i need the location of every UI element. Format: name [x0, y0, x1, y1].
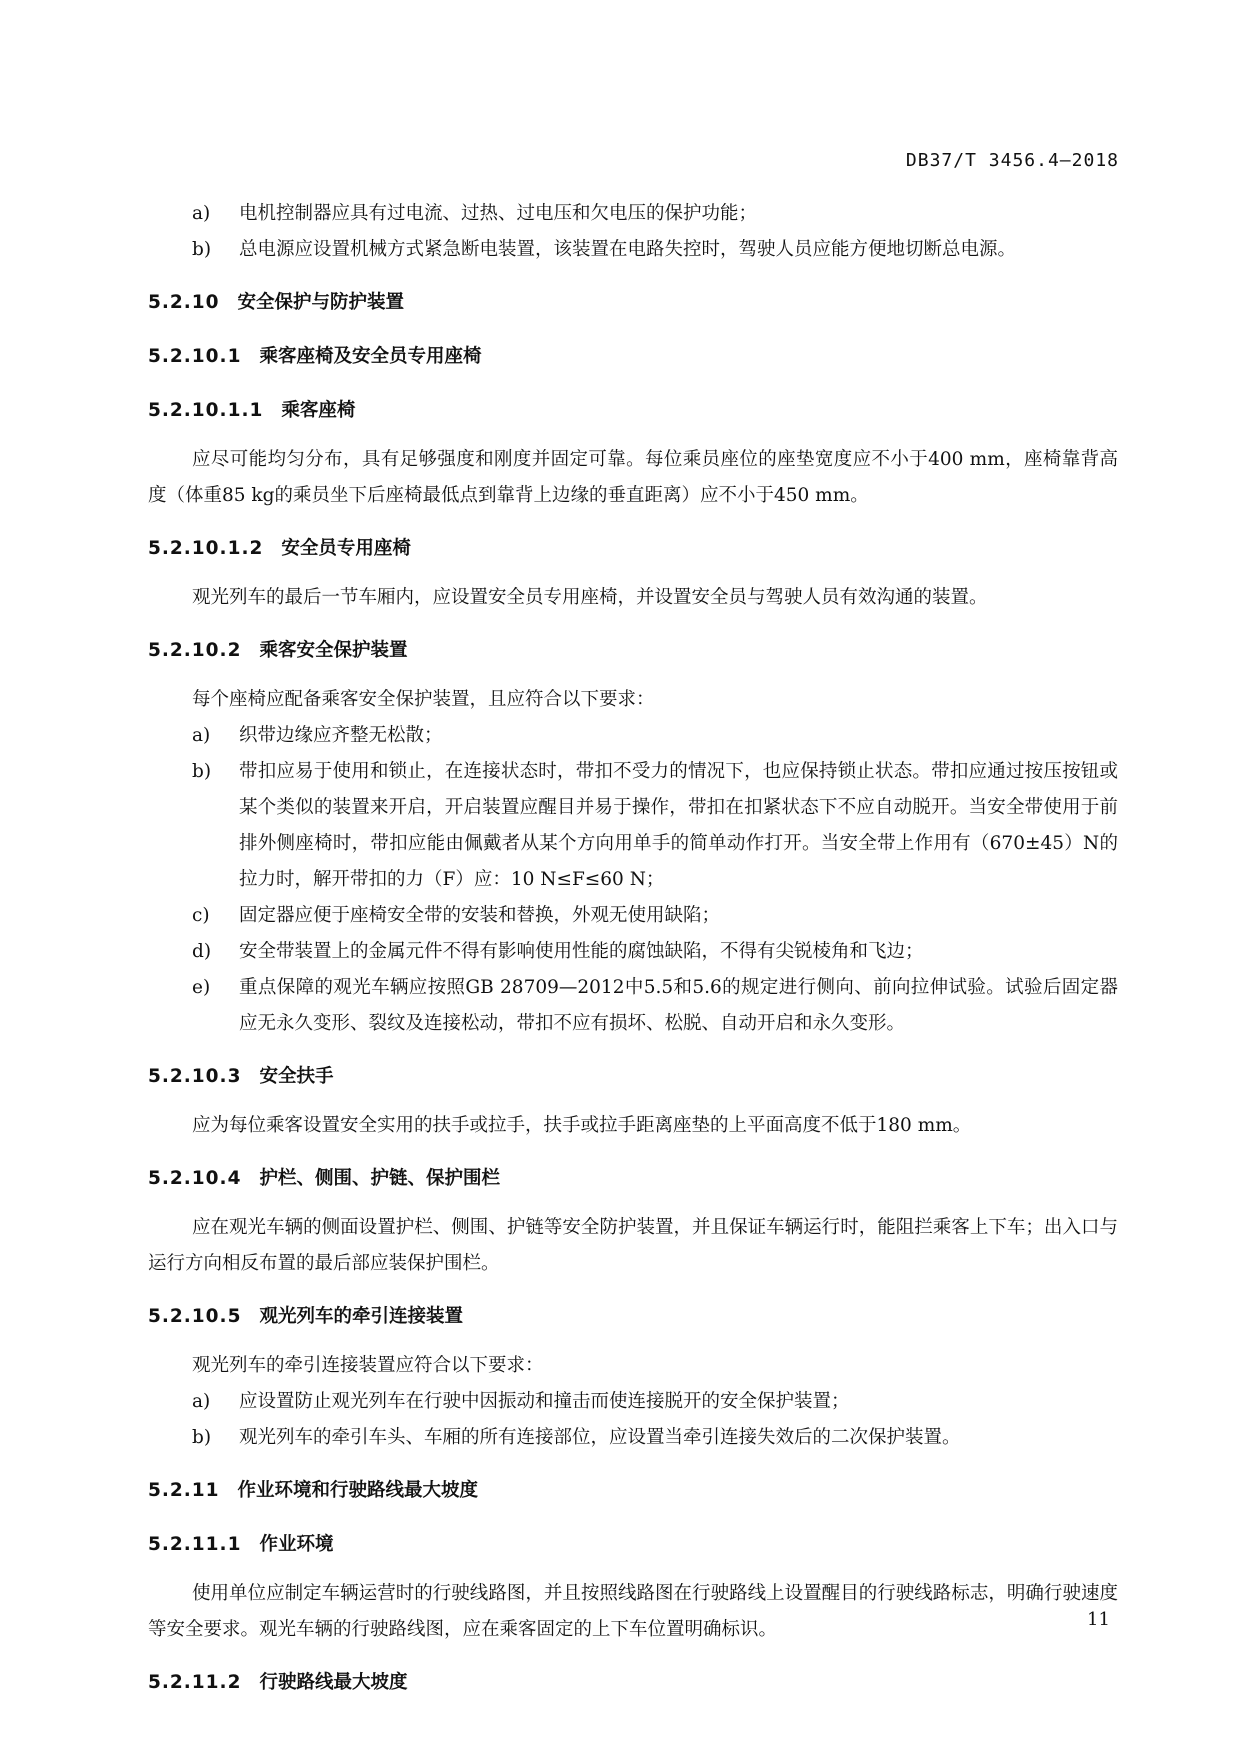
section-heading-5-2-11-2: 5.2.11.2 行驶路线最大坡度 — [148, 1672, 408, 1693]
list-marker: e) — [192, 977, 211, 998]
section-heading-5-2-10-5: 5.2.10.5 观光列车的牵引连接装置 — [148, 1306, 463, 1327]
list-text: 观光列车的牵引车头、车厢的所有连接部位，应设置当牵引连接失效后的二次保护装置。 — [239, 1427, 961, 1448]
list-marker: a) — [192, 725, 211, 746]
list-item — [148, 970, 1118, 1042]
section-heading-5-2-11: 5.2.11 作业环境和行驶路线最大坡度 — [148, 1480, 479, 1501]
list-text: 电机控制器应具有过电流、过热、过电压和欠电压的保护功能； — [239, 203, 758, 224]
list-item — [148, 232, 1118, 268]
paragraph: 使用单位应制定车辆运营时的行驶线路图，并且按照线路图在行驶路线上设置醒目的行驶线路标志，明确行驶速度等安全要求。观光车辆的行驶路线图，应在乘客固定的上下车位置明确标识。 — [148, 1583, 1118, 1640]
list-marker: c) — [192, 905, 210, 926]
list-text: 固定器应便于座椅安全带的安装和替换，外观无使用缺陷； — [239, 905, 721, 926]
paragraph: 观光列车的最后一节车厢内，应设置安全员专用座椅，并设置安全员与驾驶人员有效沟通的装置。 — [192, 587, 988, 608]
list-text: 安全带装置上的金属元件不得有影响使用性能的腐蚀缺陷，不得有尖锐棱角和飞边； — [239, 941, 924, 962]
page-number: 11 — [1087, 1609, 1110, 1630]
list-item — [148, 1420, 1118, 1456]
section-heading-5-2-10-3: 5.2.10.3 安全扶手 — [148, 1066, 334, 1087]
section-heading-5-2-10-4: 5.2.10.4 护栏、侧围、护链、保护围栏 — [148, 1168, 500, 1189]
list-text: 重点保障的观光车辆应按照GB 28709—2012中5.5和5.6的规定进行侧向、前向拉伸试验。试验后固定器应无永久变形、裂纹及连接松动，带扣不应有损坏、松脱、自动开启和永久变形。 — [239, 977, 1118, 1034]
list-text: 带扣应易于使用和锁止，在连接状态时，带扣不受力的情况下，也应保持锁止状态。带扣应通过按压按钮或某个类似的装置来开启，开启装置应醒目并易于操作，带扣在扣紧状态下不应自动脱开。当安全带使用于前排外侧座椅时，带扣应能由佩戴者从某个方向用单手的简单动作打开。当安全带上作用有（670±45）N的拉力时，解开带扣的力（F）应：10 N≤F≤60 N； — [239, 761, 1118, 890]
list-marker: a) — [192, 203, 211, 224]
list-marker: d) — [192, 941, 212, 962]
list-text: 总电源应设置机械方式紧急断电装置，该装置在电路失控时，驾驶人员应能方便地切断总电源。 — [239, 239, 1017, 260]
section-heading-5-2-10: 5.2.10 安全保护与防护装置 — [148, 292, 405, 313]
section-heading-5-2-10-2: 5.2.10.2 乘客安全保护装置 — [148, 640, 408, 661]
list-text: 应设置防止观光列车在行驶中因振动和撞击而使连接脱开的安全保护装置； — [239, 1391, 850, 1412]
list-item — [148, 196, 1118, 232]
list-item — [148, 1384, 1118, 1420]
paragraph: 每个座椅应配备乘客安全保护装置，且应符合以下要求： — [192, 689, 655, 710]
list-item — [148, 934, 1118, 970]
list-item — [148, 754, 1118, 898]
paragraph: 应在观光车辆的侧面设置护栏、侧围、护链等安全防护装置，并且保证车辆运行时，能阻拦乘客上下车；出入口与运行方向相反布置的最后部应装保护围栏。 — [148, 1217, 1118, 1274]
list-item — [148, 898, 1118, 934]
list-marker: b) — [192, 239, 212, 260]
section-heading-5-2-10-1: 5.2.10.1 乘客座椅及安全员专用座椅 — [148, 346, 482, 367]
section-heading-5-2-10-1-2: 5.2.10.1.2 安全员专用座椅 — [148, 538, 411, 559]
list-marker: a) — [192, 1391, 211, 1412]
doc-code: DB37/T 3456.4—2018 — [905, 150, 1119, 171]
list-marker: b) — [192, 1427, 212, 1448]
document-body — [148, 196, 1118, 1696]
section-heading-5-2-11-1: 5.2.11.1 作业环境 — [148, 1534, 334, 1555]
section-heading-5-2-10-1-1: 5.2.10.1.1 乘客座椅 — [148, 400, 356, 421]
paragraph: 观光列车的牵引连接装置应符合以下要求： — [192, 1355, 544, 1376]
list-text: 织带边缘应齐整无松散； — [239, 725, 443, 746]
list-marker: b) — [192, 761, 212, 782]
paragraph: 应尽可能均匀分布，具有足够强度和刚度并固定可靠。每位乘员座位的座垫宽度应不小于400 mm，座椅靠背高度（体重85 kg的乘员坐下后座椅最低点到靠背上边缘的垂直距离）应不小于450 mm。 — [148, 449, 1118, 506]
list-item — [148, 718, 1118, 754]
paragraph: 应为每位乘客设置安全实用的扶手或拉手，扶手或拉手距离座垫的上平面高度不低于180 mm。 — [192, 1115, 972, 1136]
